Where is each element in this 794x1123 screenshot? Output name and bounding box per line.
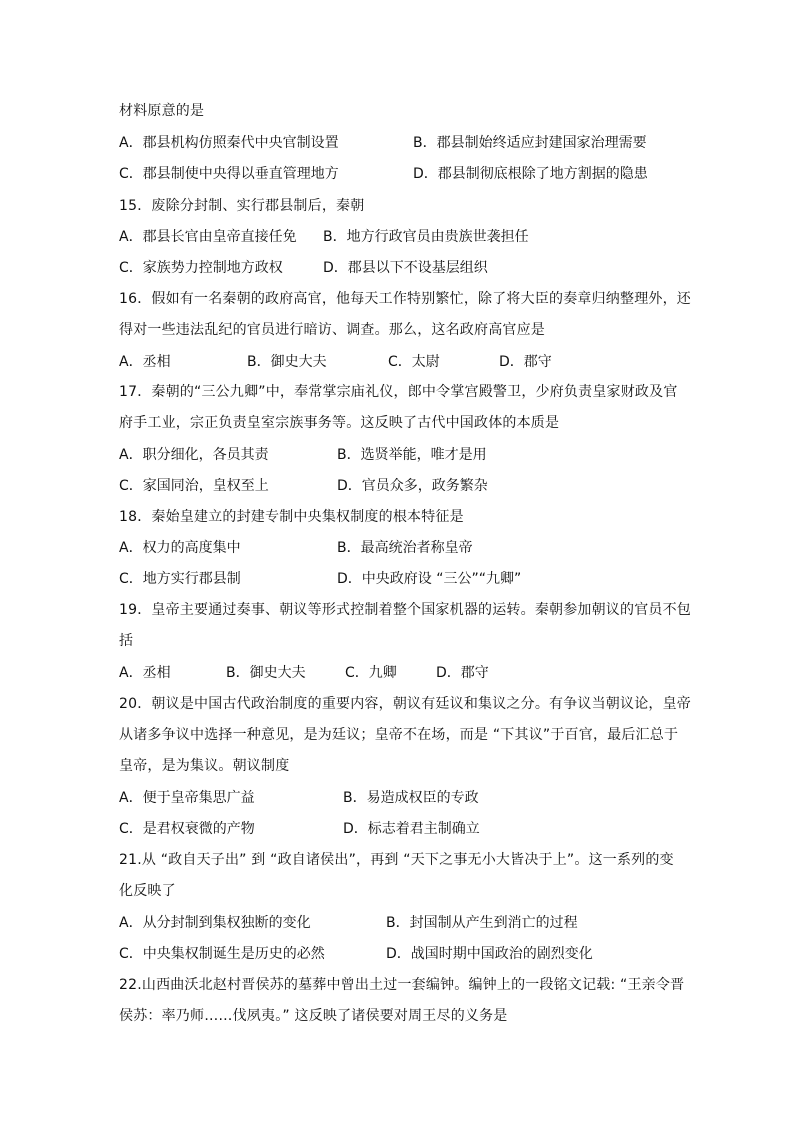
answer-option: C．九卿 [345, 665, 397, 681]
text-line: 16．假如有一名秦朝的政府高官，他每天工作特别繁忙，除了将大臣的奏章归纳整理外，还 [119, 291, 692, 307]
text-line: 15．废除分封制、实行郡县制后，秦朝 [119, 198, 365, 214]
answer-option: D．官员众多，政务繁杂 [337, 478, 488, 494]
answer-option: D．标志着君主制确立 [343, 821, 480, 837]
answer-option: D．郡守 [499, 354, 552, 370]
answer-option: A．从分封制到集权独断的变化 [119, 915, 311, 931]
text-line: 从诸多争议中选择一种意见，是为廷议；皇帝不在场，而是 “下其议”于百官，最后汇总于 [119, 727, 679, 743]
text-line: 19．皇帝主要通过奏事、朝议等形式控制着整个国家机器的运转。秦朝参加朝议的官员不包 [119, 602, 692, 618]
text-line: 括 [119, 633, 134, 649]
answer-option: B．选贤举能，唯才是用 [337, 447, 487, 463]
answer-option: D．郡县制彻底根除了地方割据的隐患 [413, 166, 648, 182]
answer-option: B．御史大夫 [247, 354, 327, 370]
answer-option: A．郡县长官由皇帝直接任免 [119, 229, 297, 245]
text-line: 17．秦朝的“三公九卿”中，奉常掌宗庙礼仪，郎中令掌宫殿警卫，少府负责皇家财政及官 [119, 384, 678, 400]
answer-option: D．中央政府设 “三公”“九卿” [337, 571, 522, 587]
text-line: 21.从 “政自天子出” 到 “政自诸侯出”，再到 “天下之事无小大皆决于上”。这一系列的变 [119, 852, 674, 868]
answer-option: C．中央集权制诞生是历史的必然 [119, 946, 325, 962]
answer-option: A．郡县机构仿照秦代中央官制设置 [119, 135, 339, 151]
answer-option: A．丞相 [119, 354, 171, 370]
answer-option: C．家族势力控制地方政权 [119, 260, 283, 276]
text-line: 化反映了 [119, 883, 176, 899]
answer-option: C．太尉 [388, 354, 440, 370]
answer-option: A．权力的高度集中 [119, 540, 241, 556]
answer-option: B．郡县制始终适应封建国家治理需要 [413, 135, 647, 151]
answer-option: D．郡县以下不设基层组织 [323, 260, 488, 276]
answer-option: B．地方行政官员由贵族世袭担任 [323, 229, 529, 245]
answer-option: B．易造成权臣的专政 [343, 790, 479, 806]
answer-option: A．便于皇帝集思广益 [119, 790, 255, 806]
text-line: 得对一些违法乱纪的官员进行暗访、调查。那么，这名政府高官应是 [119, 322, 545, 338]
answer-option: B．封国制从产生到消亡的过程 [386, 915, 578, 931]
answer-option: A．职分细化，各员其责 [119, 447, 269, 463]
text-line: 20．朝议是中国古代政治制度的重要内容，朝议有廷议和集议之分。有争议当朝议论，皇帝 [119, 696, 692, 712]
answer-option: D．战国时期中国政治的剧烈变化 [386, 946, 593, 962]
answer-option: B．御史大夫 [226, 665, 306, 681]
text-line: 皇帝，是为集议。朝议制度 [119, 758, 290, 774]
text-line: 侯苏：率乃师……伐夙夷。” 这反映了诸侯要对周王尽的义务是 [119, 1008, 508, 1024]
text-line: 22.山西曲沃北赵村晋侯苏的墓葬中曾出土过一套编钟。编钟上的一段铭文记载: “王亲令晋 [119, 977, 685, 993]
text-line: 18．秦始皇建立的封建专制中央集权制度的根本特征是 [119, 509, 464, 525]
text-line: 府手工业，宗正负责皇室宗族事务等。这反映了古代中国政体的本质是 [119, 415, 560, 431]
answer-option: D．郡守 [436, 665, 489, 681]
text-line: 材料原意的是 [119, 103, 205, 119]
answer-option: C．家国同治，皇权至上 [119, 478, 269, 494]
answer-option: A．丞相 [119, 665, 171, 681]
answer-option: C．地方实行郡县制 [119, 571, 241, 587]
answer-option: C．郡县制使中央得以垂直管理地方 [119, 166, 339, 182]
answer-option: B．最高统治者称皇帝 [337, 540, 473, 556]
answer-option: C．是君权衰微的产物 [119, 821, 255, 837]
